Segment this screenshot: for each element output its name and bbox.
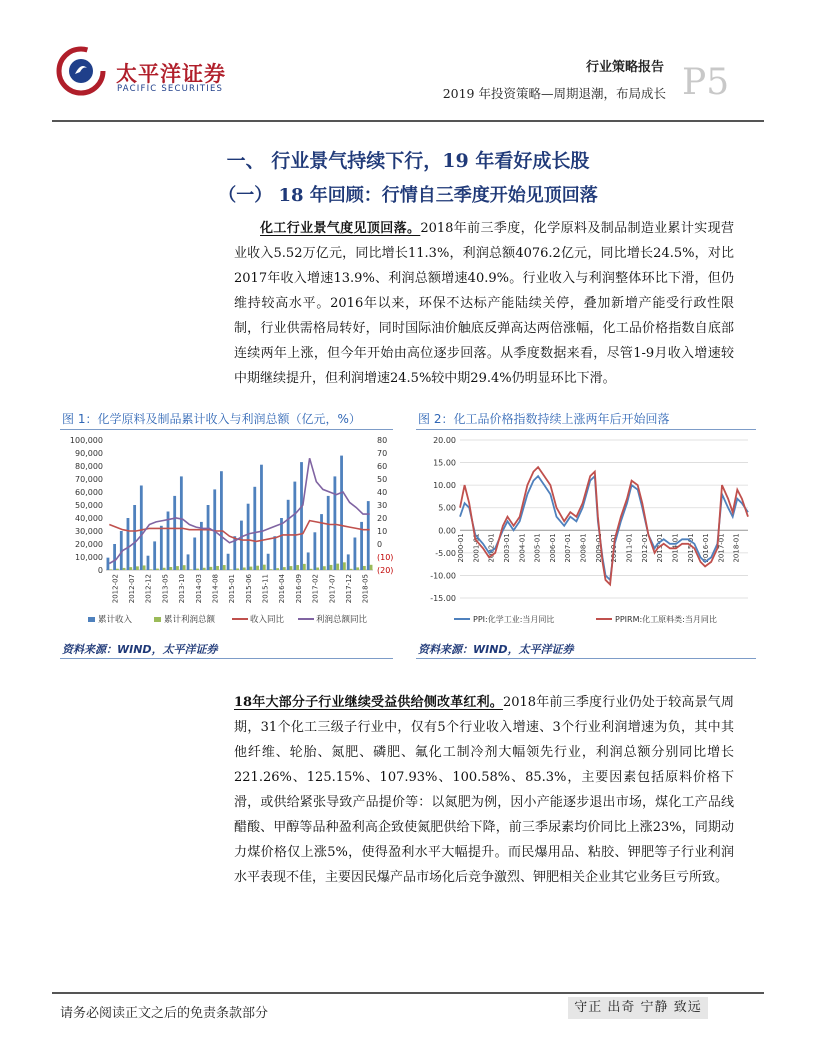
chart1-ytick-left-label: 10,000 [75,553,103,562]
chart1-profit-bar [143,565,146,570]
brand-name: 太平洋证券 [116,62,226,86]
chart1-revenue-bar [273,536,276,570]
chart1-revenue-bar [193,538,196,571]
chart1-profit-bar [370,565,373,570]
chart1-revenue-bar [160,526,163,570]
chart1-profit-bar [149,569,152,570]
chart1-ytick-left-label: 90,000 [75,449,103,458]
chart1-revenue-bar [247,504,250,570]
chart1-ytick-right-label: 0 [377,540,383,549]
chart1-profit-bar [303,564,306,570]
chart1-legend-swatch [88,617,95,622]
chart1-revenue-bar [333,476,336,570]
chart1-revenue-bar [140,486,143,571]
chart1-ytick-right-label: 70 [377,449,388,458]
chart1-ytick-left-label: 60,000 [75,488,103,497]
chart1-profit-bar [169,567,172,570]
page-number: P5 [682,62,730,103]
chart1-profit-bar [223,565,226,570]
chart1-revenue-bar [280,518,283,570]
chart1-profit-bar [123,568,126,570]
chart1-xtick-label: 2012-07 [128,574,137,604]
chart1-xtick-label: 2018-05 [361,574,370,604]
chart1-profit-bar [116,569,119,570]
chart1-revenue-bar [147,556,150,570]
chart1-profit-bar [283,567,286,570]
chart1-profit-bar [330,565,333,570]
chart1-profit-bar [129,567,132,570]
chart1-xtick-label: 2016-09 [294,574,303,604]
chart2-xtick-label: 2007-01 [564,533,573,563]
chart1-revenue-bar [107,558,110,570]
paragraph-lead: 18年大部分子行业继续受益供给侧改革红利。 [234,695,503,710]
chart1-xtick-label: 2014-03 [194,574,203,604]
chart1-revenue-bar [260,465,263,570]
chart1-ytick-right-label: 10 [377,527,388,536]
chart2-xtick-label: 2002-01 [487,533,496,563]
company-motto: 守正 出奇 宁静 致远 [568,997,708,1019]
chart1-ytick-right-label: 50 [377,475,388,484]
footer-divider [52,992,764,994]
chart1-profit-bar [189,569,192,570]
chart1-profit-bar [310,569,313,570]
chart2-legend-label: PPI:化学工业:当月同比 [473,615,555,624]
chart1-profit-bar [256,566,259,570]
chart2-xtick-label: 2018-01 [732,533,741,563]
chart1-profit-bar [109,569,112,570]
chart2-xtick-label: 2017-01 [717,533,726,563]
chart1-xtick-label: 2017-02 [311,574,320,604]
chart1-profit-yoy-line [109,458,369,563]
chart1-ytick-left-label: 50,000 [75,501,103,510]
chart1-revenue-bar [340,456,343,570]
chart1-xtick-label: 2015-06 [244,574,253,604]
chart1-profit-bar [323,566,326,570]
report-type: 行业策略报告 [585,60,664,75]
subsection-heading: （一） 18 年回顾：行情自三季度开始见顶回落 [218,185,598,206]
chart1-profit-bar [296,565,299,570]
chart1-revenue-bar [267,554,270,570]
chart2-xtick-label: 2009-01 [594,533,603,563]
chart2-xtick-label: 2012-01 [640,533,649,563]
chart1-ytick-left-label: 30,000 [75,527,103,536]
chart1-revenue-bar [173,496,176,570]
chart1-xtick-label: 2016-04 [278,574,287,604]
chart1-profit-bar [343,562,346,570]
chart2-xtick-label: 2011-01 [625,533,634,563]
chart1-profit-bar [196,569,199,570]
figure2-bottom-rule [416,658,756,659]
chart2-xtick-label: 2014-01 [671,533,680,563]
chart1-revenue-bar [293,482,296,570]
chart2-xtick-label: 2015-01 [686,533,695,563]
chart1-xtick-label: 2012-02 [111,574,120,604]
chart1-revenue-bar [307,552,310,570]
chart1-xtick-label: 2013-05 [161,574,170,604]
chart1-profit-bar [156,569,159,570]
brand-logo-icon [56,46,106,96]
chart2-ytick-label: 15.00 [433,458,456,468]
chart1-profit-bar [290,566,293,570]
chart1-profit-bar [209,567,212,570]
paragraph-lead: 化工行业景气度见顶回落。 [260,221,421,236]
chart2-legend-label: PPIRM:化工原料类:当月同比 [615,615,717,624]
chart1-ytick-left-label: 80,000 [75,462,103,471]
chart1-ytick-left-label: 100,000 [69,436,103,445]
chart1-revenue-bar [240,521,243,570]
figure1-chart [60,430,393,638]
chart1-revenue-bar [300,462,303,570]
chart1-xtick-label: 2015-11 [261,574,270,604]
chart1-profit-bar [229,569,232,570]
chart1-profit-bar [163,568,166,570]
chart1-profit-bar [136,566,139,570]
chart1-legend-label: 累计利润总额 [164,615,216,625]
chart1-profit-bar [183,565,186,570]
chart1-ytick-left-label: 70,000 [75,475,103,484]
chart1-ytick-right-label: 20 [377,514,388,523]
figure2-title: 图 2：化工品价格指数持续上涨两年后开始回落 [418,412,670,426]
chart1-revenue-bar [187,554,190,570]
figure2-source: 资料来源：WIND，太平洋证券 [418,643,574,656]
chart1-xtick-label: 2014-08 [211,574,220,604]
chart2-ytick-label: 5.00 [438,503,456,513]
chart1-ytick-right-label: (20) [377,566,393,575]
chart1-profit-bar [270,569,273,570]
chart2-xtick-label: 2003-01 [502,533,511,563]
figure1-source: 资料来源：WIND，太平洋证券 [62,643,218,656]
chart1-profit-bar [176,566,179,570]
chart1-ytick-right-label: 60 [377,462,388,471]
chart1-revenue-bar [133,505,136,570]
chart1-revenue-bar [347,554,350,570]
chart1-xtick-label: 2017-12 [344,574,353,604]
report-title: 2019 年投资策略—周期退潮，布局成长 [442,86,666,101]
chart1-xtick-label: 2012-12 [144,574,153,604]
chart2-ytick-label: -5.00 [435,548,456,558]
chart1-ytick-left-label: 20,000 [75,540,103,549]
chart2-xtick-label: 2000-01 [457,533,465,563]
chart1-legend-label: 收入同比 [250,615,285,625]
chart1-xtick-label: 2015-01 [228,574,237,604]
paragraph-body: 2018年前三季度行业仍处于较高景气周期，31个化工三级子行业中，仅有5个行业收入增速、3个行业利润增速为负，其中其他纤维、轮胎、氮肥、磷肥、氟化工制冷剂大幅领先行业，利润总额分别同比增长221.26%、125.15%、107.93%、100.58%、85.3%，主要因素包括原料价格下滑，或供给紧张导致产品提价等：以氮肥为例，因小产能逐步退出市场，煤化工产品线醋酸、甲醇等品种盈利高企致使氮肥供给下降，前三季尿素均价同比上涨23%，同期动力煤价格仅上涨5%，使得盈利水平大幅提升。而民爆用品、粘胶、钾肥等子行业利润水平表现不佳，主要因民爆产品市场化后竞争激烈、钾肥相关企业其它业务巨亏所致。 [234,695,734,885]
chart1-revenue-bar [113,544,116,570]
chart1-legend-label: 累计收入 [98,615,133,625]
chart1-profit-bar [356,567,359,570]
chart2-xtick-label: 2004-01 [518,533,527,563]
paragraph-industry-review [234,216,734,391]
paragraph-body: 2018年前三季度，化学原料及制品制造业累计实现营业收入5.52万亿元，同比增长11.3%，利润总额4076.2亿元，同比增长24.5%，对比2017年收入增速13.9%、利润总额增速40.9%。行业收入与利润整体环比下滑，但仍维持较高水平。2016年以来，环保不达标产能陆续关停，叠加新增产能受行政性限制，行业供需格局转好，同时国际油价触底反弹高达两倍涨幅，化工品价格指数自底部连续两年上涨，但今年开始由高位逐步回落。从季度数据来看，尽管1-9月收入增速较中期继续提升，但利润增速24.5%较中期29.4%仍明显环比下滑。 [234,221,734,386]
chart1-profit-bar [363,566,366,570]
chart1-xtick-label: 2017-07 [328,574,337,604]
chart2-xtick-label: 2001-01 [472,533,481,563]
chart2-ppirm-line [460,467,748,584]
figure1-title: 图 1：化学原料及制品累计收入与利润总额（亿元，%） [62,412,361,426]
figure1-bottom-rule [60,658,393,659]
header-divider [52,120,764,122]
brand-name-english: PACIFIC SECURITIES [117,84,224,94]
chart2-xtick-label: 2005-01 [533,533,542,563]
chart1-ytick-right-label: (10) [377,553,393,562]
chart2-ytick-label: -15.00 [430,594,456,603]
chart1-revenue-bar [153,541,156,570]
chart1-profit-bar [316,568,319,570]
chart1-revenue-bar [354,538,357,571]
chart1-profit-bar [276,568,279,570]
chart1-profit-bar [203,568,206,570]
chart1-revenue-bar [253,487,256,570]
chart1-revenue-bar [220,471,223,570]
chart1-revenue-bar [227,554,230,570]
chart1-revenue-bar [327,496,330,570]
chart1-profit-bar [216,566,219,570]
chart1-profit-bar [236,568,239,570]
chart1-legend-label: 利润总额同比 [316,615,368,625]
chart1-profit-bar [263,565,266,570]
chart2-ytick-label: 20.00 [433,436,456,445]
figure2-chart [416,430,756,638]
chart1-ytick-left-label: 0 [97,566,103,575]
chart1-profit-bar [336,564,339,570]
chart1-profit-bar [243,568,246,570]
chart1-revenue-bar [213,489,216,570]
chart1-profit-bar [350,569,353,570]
section-heading: 一、 行业景气持续下行，19 年看好成长股 [226,150,590,172]
chart1-revenue-bar [180,476,183,570]
chart1-ytick-right-label: 30 [377,501,388,510]
chart2-ytick-label: 10.00 [433,481,456,491]
chart2-xtick-label: 2006-01 [548,533,557,563]
chart2-xtick-label: 2013-01 [656,533,665,563]
disclaimer-note: 请务必阅读正文之后的免责条款部分 [60,1006,269,1021]
chart1-ytick-left-label: 40,000 [75,514,103,523]
chart1-revenue-bar [367,501,370,570]
chart2-ytick-label: 0.00 [438,526,456,536]
chart2-xtick-label: 2010-01 [610,533,619,563]
chart2-xtick-label: 2008-01 [579,533,588,563]
chart1-revenue-bar [127,518,130,570]
chart1-xtick-label: 2013-10 [178,574,187,604]
chart2-xtick-label: 2016-01 [702,533,711,563]
chart2-ytick-label: -10.00 [430,571,456,581]
chart1-ytick-right-label: 80 [377,436,388,445]
chart1-revenue-bar [313,532,316,570]
chart1-revenue-bar [207,505,210,570]
chart1-profit-bar [250,567,253,570]
chart1-ytick-right-label: 40 [377,488,388,497]
paragraph-subsector-review [234,690,734,890]
chart1-legend-swatch [154,617,161,622]
